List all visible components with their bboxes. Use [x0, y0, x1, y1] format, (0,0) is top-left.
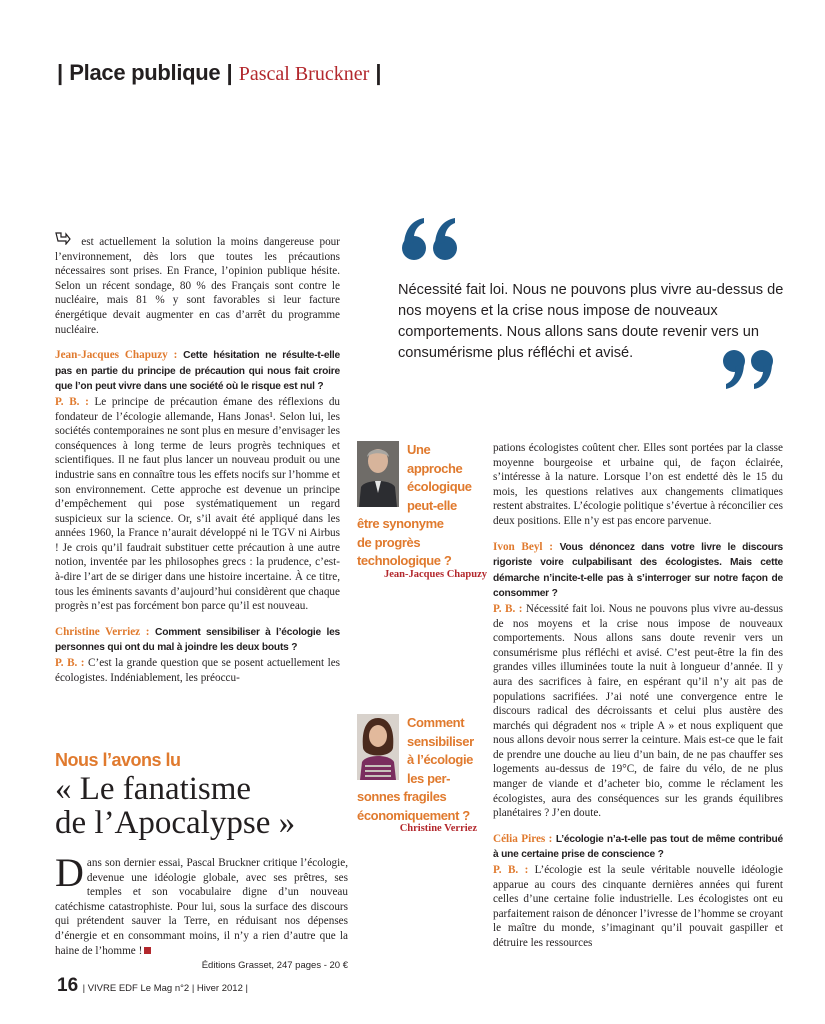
respondent-label: P. B. :	[493, 602, 523, 615]
question-box-chapuzy	[357, 441, 497, 580]
question-text: Comment sensibiliser à l’écologie les personnes qui ont du mal à joindre les deux bouts ?	[55, 626, 341, 654]
review-kicker: Nous l’avons lu	[55, 750, 181, 770]
page-number: 16	[57, 975, 79, 996]
question-line: Une	[407, 442, 431, 457]
quote-close-icon	[720, 347, 780, 397]
question-line: les per-	[407, 770, 451, 786]
question-author: Christine Verriez	[399, 823, 477, 834]
question-author: Jean-Jacques Chapuzy	[384, 568, 487, 580]
page-footer	[57, 975, 248, 997]
pull-quote: Nécessité fait loi. Nous ne pouvons plus vivre au-dessus de nos moyens et la crise nous impose de nouveaux comportements. Nous allons sans doute revenir vers un consumérisme plus réfléchi et avisé.	[398, 282, 784, 361]
respondent-label: P. B. :	[55, 657, 85, 670]
magazine-info: | VIVRE EDF Le Mag n°2 | Hiver 2012 |	[82, 983, 248, 994]
end-mark-icon	[144, 947, 151, 954]
author-name: Pascal Bruckner	[238, 63, 370, 85]
respondent-label: P. B. :	[55, 395, 89, 408]
question-text: L’écologie n’a-t-elle pas tout de même contribué à une certaine prise de conscience ?	[493, 833, 784, 861]
book-review-text: Dans son dernier essai, Pascal Bruckner critique l’écologie, devenue une idéologie globale, avec ses prêtres, ses temples et son vocabulaire digne d’un nouveau catéchisme catastrophiste. Pour lui, sous la surface des discours qui prétendent sauver la Terre, en réduisant nos dépenses d’énergie et en consommant moins, il n’y a rien d’autre que la haine de l’homme ! Éditions Grasset, 247 pages - 20 €	[55, 850, 348, 972]
intro-paragraph: est actuellement la solution la moins dangereuse pour l’environnement, dès lors que toutes les précautions nécessaires sont prises. En France, l’opinion publique hésite. Selon un récent sondage, 80 % des Français sont contre le nucléaire, mais 81 % y sont favorables si leur facture énergétique devait augmenter en cas d’arrêt du programme nucléaire.	[55, 232, 340, 337]
question-line: technologique ?	[357, 553, 452, 568]
question-line: Comment	[407, 715, 465, 730]
question-beyl	[493, 540, 783, 602]
book-title: « Le fanatisme de l’Apocalypse »	[55, 771, 296, 841]
question-line: peut-elle	[407, 497, 457, 513]
speaker-name: Ivon Beyl :	[493, 540, 553, 553]
header-separator: |	[57, 60, 70, 85]
header-separator: |	[220, 60, 239, 85]
question-pires	[493, 832, 783, 863]
speaker-name: Christine Verriez :	[55, 625, 150, 638]
header-separator: |	[369, 60, 382, 85]
answer-paragraph: P. B. : Nécessité fait loi. Nous ne pouvons plus vivre au-dessus de nos moyens et la crise nous impose de nouveaux comportements. Nous allons sans doute revenir vers un consumérisme plus réfléchi et avisé. C’est peut-être la fin des grandes villes illuminées toute la nuit à longueur d’année. Il y aura des sacrifices à faire, en espérant qu’il n’y ait pas de populations sacrifiées. J’ai noté une convergence entre le discours radical des décroissants et celui plus austère des marchés qui dégradent nos « triple A » et nous expliquent que nous allons devoir nous serrer la ceinture. Mais est-ce que le fait de prendre une douche au lieu d’un bain, de ne pas chauffer ses logements au-dessus de 19°C, de faire du vélo, de ne plus manger de viande et d’acheter bio, comme le réclament les écologistes, aura des conséquences sur les grands équilibres planétaires ? J’en doute.	[493, 602, 783, 820]
page-header	[57, 58, 382, 89]
question-line: être synonyme	[357, 516, 444, 531]
question-text: Cette hésitation ne résulte-t-elle pas en partie du principe de précaution qui nous fait croire que l’on peut vivre dans une société où le risque est nul ?	[55, 350, 341, 393]
question-line: écologique	[407, 479, 472, 494]
right-column	[493, 441, 783, 951]
question-line: sonnes fragiles	[357, 789, 447, 804]
speaker-name: Jean-Jacques Chapuzy :	[55, 349, 178, 362]
drop-cap: D	[55, 850, 84, 895]
section-title: Place publique	[69, 60, 221, 85]
question-line: économiquement ?	[357, 807, 470, 823]
continue-arrow-icon	[55, 234, 77, 249]
question-text: Vous dénoncez dans votre livre le discours rigoriste voire culpabilisant des écologistes. Mais cette démarche n’incite-t-elle pas à s’interroger sur notre façon de consommer ?	[493, 541, 784, 600]
question-line: à l’écologie	[407, 752, 474, 767]
question-box-verriez	[357, 714, 497, 834]
question-chapuzy	[55, 348, 340, 395]
answer-paragraph: P. B. : C’est la grande question que se posent actuellement les écologistes. Indéniablement, les préoccu-	[55, 657, 341, 684]
question-verriez	[55, 625, 340, 656]
quote-open-icon	[398, 210, 468, 270]
left-column	[55, 232, 340, 685]
publisher-info: Éditions Grasset, 247 pages - 20 €	[201, 960, 348, 972]
speaker-name: Célia Pires :	[493, 832, 553, 845]
respondent-label: P. B. :	[493, 864, 529, 877]
continued-paragraph: pations écologistes coûtent cher. Elles sont portées par la classe moyenne bourgeoise et urbaine qui, de façon éclairée, s’intéresse à la nature. Lorsque l’on est endetté dès le 15 du mois, les questions relatives aux changements climatiques restent abstraites. L’écologie politique s’évertue à réconcilier ces deux positions. Elle n’y est pas encore parvenue.	[493, 442, 783, 527]
question-line: approche	[407, 460, 463, 476]
question-line: de progrès	[357, 534, 421, 550]
answer-paragraph: P. B. : Le principe de précaution émane des réflexions du fondateur de l’écologie allemande, Hans Jonas¹. Selon lui, les sociétés contemporaines ne sont plus en mesure d’envisager les conséquences à long terme de leurs progrès techniques et scientifiques. Il ne faut plus lancer un nouveau produit ou une industrie sans en connaître tous les effets nocifs sur l’homme et son environnement. Cette approche est devenue un principe d’empêchement qui pose systématiquement un regard suspicieux sur la science. Or, s’il avait été appliqué dans les années 1960, la France n’aurait développé ni le TGV ni Airbus ! Je crois qu’il faudrait substituer cette précaution à une autre notion, inventée par les philosophes grecs : la prudence, c’est-à-dire l’art de se diriger dans une histoire incertaine. À ce titre, tous les éminents savants d’aujourd’hui considèrent que chaque progrès n’est pas forcément bon parce qu’il est nouveau.	[55, 395, 341, 613]
question-line: sensibiliser	[407, 733, 474, 749]
answer-paragraph: P. B. : L’écologie est la seule véritable nouvelle idéologie apparue au cours des cinquante dernières années qui furent celles d’une certaine folie industrielle. Les écologistes ont eu parfaitement raison de dénoncer l’ivresse de l’homme se croyant le maître du monde, s’imaginant qu’il pouvait gaspiller et détruire les ressources	[493, 864, 784, 949]
